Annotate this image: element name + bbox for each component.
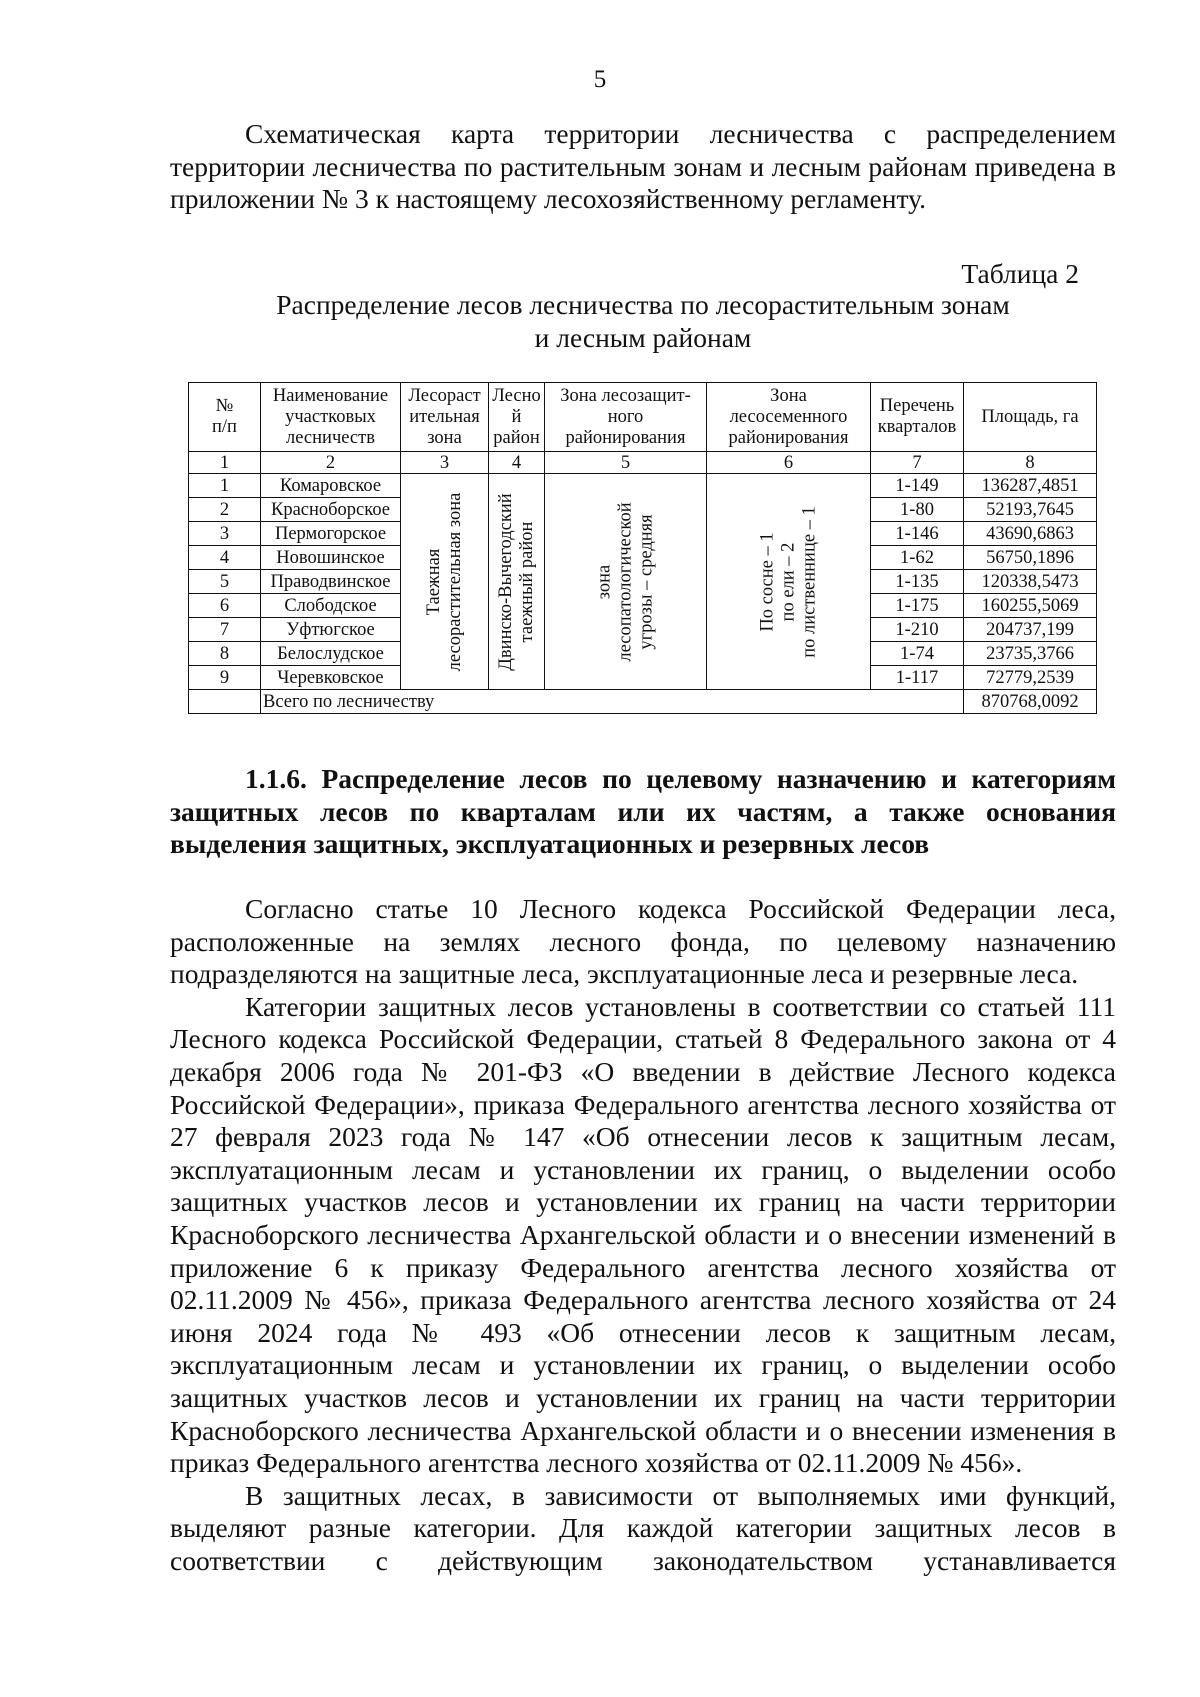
column-number: 6 xyxy=(707,452,871,474)
column-number: 7 xyxy=(871,452,964,474)
area-value: 204737,199 xyxy=(964,618,1097,642)
body-paragraph-3: В защитных лесах, в зависимости от выполняемых ими функций, выделяют разные категории. Для каждой категории защитных лесов в соответствии с действующим законодательством устанавливается xyxy=(170,1479,1116,1576)
forestry-name: Новошинское xyxy=(261,546,401,570)
header-protection-zoning: Зона лесозащит- ного районирования xyxy=(545,383,707,452)
area-value: 43690,6863 xyxy=(964,522,1097,546)
header-forestry-name: Наименование участковых лесничеств xyxy=(261,383,401,452)
quarters-range: 1-149 xyxy=(871,474,964,498)
body-paragraph-1: Согласно статье 10 Лесного кодекса Российской Федерации леса, расположенные на землях лесного фонда, по целевому назначению подразделяются на защитные леса, эксплуатационные леса и резервные леса. xyxy=(170,893,1116,990)
column-number: 4 xyxy=(489,452,545,474)
area-value: 56750,1896 xyxy=(964,546,1097,570)
header-number: № п/п xyxy=(189,383,261,452)
intro-section xyxy=(170,118,1116,216)
column-number-row xyxy=(189,452,1097,474)
header-vegetation-zone: Лесораст ительная зона xyxy=(401,383,489,452)
table-total-row xyxy=(189,690,1097,714)
area-value: 136287,4851 xyxy=(964,474,1097,498)
forestry-name: Праводвинское xyxy=(261,570,401,594)
column-number: 2 xyxy=(261,452,401,474)
header-area: Площадь, га xyxy=(964,383,1097,452)
quarters-range: 1-210 xyxy=(871,618,964,642)
intro-paragraph: Схематическая карта территории лесничества с распределением территории лесничества по растительным зонам и лесным районам приведена в приложении № 3 к настоящему лесохозяйственному регламенту. xyxy=(170,118,1116,215)
quarters-range: 1-62 xyxy=(871,546,964,570)
area-value: 23735,3766 xyxy=(964,642,1097,666)
page-number: 5 xyxy=(593,66,607,93)
quarters-range: 1-74 xyxy=(871,642,964,666)
area-value: 120338,5473 xyxy=(964,570,1097,594)
row-number: 3 xyxy=(189,522,261,546)
row-number: 4 xyxy=(189,546,261,570)
table-row xyxy=(189,474,1097,498)
row-number: 7 xyxy=(189,618,261,642)
header-quarters-list: Перечень кварталов xyxy=(871,383,964,452)
vegetation-zone-cell: Таежная лесорастительная зона xyxy=(401,474,489,690)
row-number: 9 xyxy=(189,666,261,690)
area-value: 72779,2539 xyxy=(964,666,1097,690)
row-number: 8 xyxy=(189,642,261,666)
quarters-range: 1-117 xyxy=(871,666,964,690)
forest-distribution-table xyxy=(188,382,1097,714)
row-number: 1 xyxy=(189,474,261,498)
body-paragraph-2: Категории защитных лесов установлены в соответствии со статьей 111 Лесного кодекса Российской Федерации, статьей 8 Федерального закона от 4 декабря 2006 года № 201-ФЗ «О введении в действие Лесного кодекса Российской Федерации», приказа Федерального агентства лесного хозяйства от 27 февраля 2023 года № 147 «Об отнесении лесов к защитным лесам, эксплуатационным лесам и установлении их границ, о выделении особо защитных участков лесов и установлении их границ на части территории Красноборского лесничества Архангельской области и о внесении изменений в приложение 6 к приказу Федерального агентства лесного хозяйства от 02.11.2009 № 456», приказа Федерального агентства лесного хозяйства от 24 июня 2024 года № 493 «Об отнесении лесов к защитным лесам, эксплуатационным лесам и установлении их границ, о выделении особо защитных участков лесов и установлении их границ на части территории Красноборского лесничества Архангельской области и о внесении изменения в приказ Федерального агентства лесного хозяйства от 02.11.2009 № 456». xyxy=(170,990,1116,1479)
forest-region-cell: Двинско-Вычегодский таежный район xyxy=(489,474,545,690)
body-section xyxy=(170,893,1116,1577)
row-number: 6 xyxy=(189,594,261,618)
forestry-name: Пермогорское xyxy=(261,522,401,546)
row-number: 2 xyxy=(189,498,261,522)
table-label: Таблица 2 xyxy=(961,258,1079,289)
protection-zone-cell: зона лесопатологической угрозы – средняя xyxy=(545,474,707,690)
row-number: 5 xyxy=(189,570,261,594)
table-header-row xyxy=(189,383,1097,452)
column-number: 1 xyxy=(189,452,261,474)
forestry-name: Красноборское xyxy=(261,498,401,522)
seed-zone-cell: По сосне – 1 по ели – 2 по лиственнице – 1 xyxy=(707,474,871,690)
area-value: 52193,7645 xyxy=(964,498,1097,522)
header-seed-zoning: Зона лесосеменного районирования xyxy=(707,383,871,452)
total-label: Всего по лесничеству xyxy=(261,690,964,714)
forestry-name: Белослудское xyxy=(261,642,401,666)
column-number: 5 xyxy=(545,452,707,474)
table-title-line-2: и лесным районам xyxy=(534,322,752,353)
forestry-name: Комаровское xyxy=(261,474,401,498)
quarters-range: 1-135 xyxy=(871,570,964,594)
quarters-range: 1-80 xyxy=(871,498,964,522)
column-number: 8 xyxy=(964,452,1097,474)
area-value: 160255,5069 xyxy=(964,594,1097,618)
section-heading: 1.1.6. Распределение лесов по целевому назначению и категориям защитных лесов по кварталам или их частям, а также основания выделения защитных, эксплуатационных и резервных лесов xyxy=(170,763,1116,860)
total-empty-cell xyxy=(189,690,261,714)
header-forest-region: Лесно й район xyxy=(489,383,545,452)
table-title xyxy=(170,288,1116,354)
total-area: 870768,0092 xyxy=(964,690,1097,714)
forestry-name: Слободское xyxy=(261,594,401,618)
forestry-name: Черевковское xyxy=(261,666,401,690)
quarters-range: 1-146 xyxy=(871,522,964,546)
forestry-name: Уфтюгское xyxy=(261,618,401,642)
column-number: 3 xyxy=(401,452,489,474)
table-title-line-1: Распределение лесов лесничества по лесорастительным зонам xyxy=(276,289,1010,320)
quarters-range: 1-175 xyxy=(871,594,964,618)
